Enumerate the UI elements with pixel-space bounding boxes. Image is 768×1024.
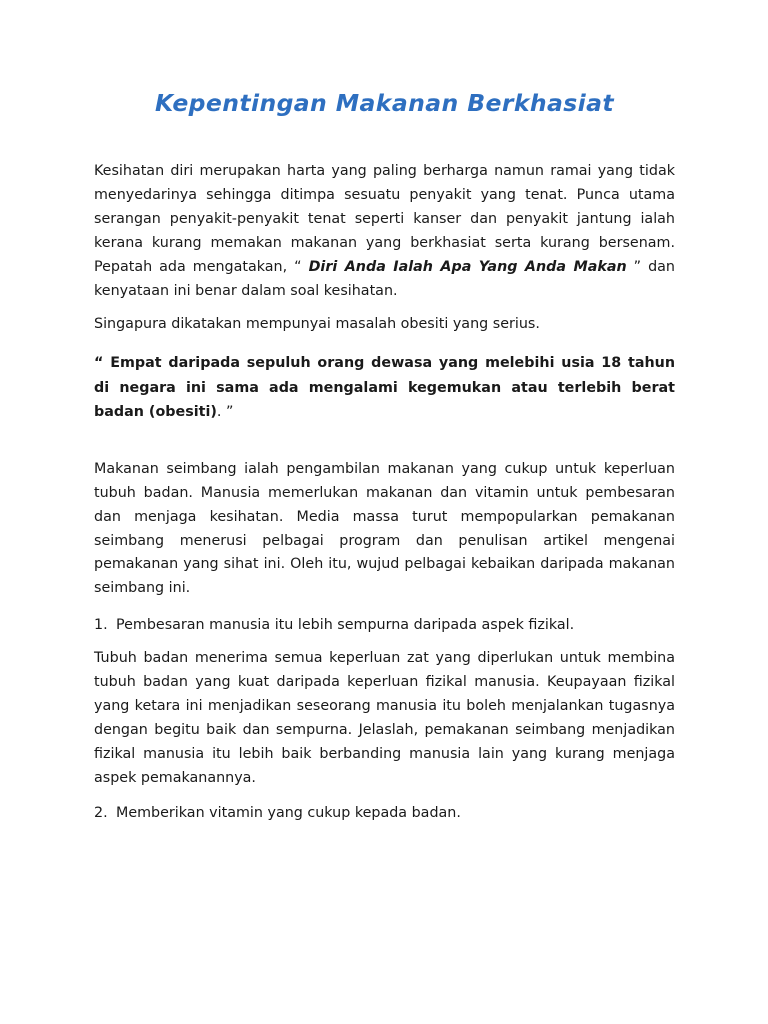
list-number: 1.: [94, 617, 108, 634]
paragraph-balanced-diet: Makanan seimbang ialah pengambilan makanan yang cukup untuk keperluan tubuh badan. Manusia memerlukan makanan dan vitamin untuk pembesaran dan menjaga kesihatan. Media massa turut mempopularkan pemakanan seimbang menerusi pelbagai program dan penulisan artikel mengenai pemakanan yang sihat ini. Oleh itu, wujud pelbagai kebaikan daripada makanan seimbang ini.: [94, 460, 675, 597]
paragraph-physical: Tubuh badan menerima semua keperluan zat yang diperlukan untuk membina tubuh badan yang kuat daripada keperluan fizikal manusia. Keupayaan fizikal yang ketara ini menjadikan seseorang manusia itu boleh menjalankan tugasnya dengan begitu baik dan sempurna. Jelaslah, pemakanan seimbang menjadikan fizikal manusia itu lebih baik berbanding manusia lain yang kurang menjaga aspek pemakanannya.: [94, 650, 675, 786]
paragraph-intro-text-after: dan kenyataan ini benar dalam soal kesihatan.: [94, 258, 675, 299]
statistic-quote: [94, 351, 675, 425]
quote-text: Empat daripada sepuluh orang dewasa yang melebihi usia 18 tahun di negara ini sama ada mengalami kegemukan atau terlebih berat badan (obesiti): [94, 355, 675, 421]
document-title: Kepentingan Makanan Berkhasiat: [155, 89, 614, 117]
close-quote-mark: ”: [626, 258, 642, 275]
open-quote-mark: “: [287, 258, 309, 275]
quote-close: . ”: [216, 404, 234, 421]
list-number: 2.: [94, 804, 108, 821]
quote-open: “: [94, 355, 111, 372]
paragraph-intro: [94, 160, 675, 303]
paragraph-obesity: Singapura dikatakan mempunyai masalah obesiti yang serius.: [94, 316, 540, 333]
list-item-text: Memberikan vitamin yang cukup kepada badan.: [116, 804, 461, 821]
document-page: [94, 86, 675, 825]
list-item-text: Pembesaran manusia itu lebih sempurna daripada aspek fizikal.: [116, 617, 575, 634]
paragraph-intro-text: Kesihatan diri merupakan harta yang paling berharga namun ramai yang tidak menyedarinya sehingga ditimpa sesuatu penyakit yang tenat. Punca utama serangan penyakit-penyakit tenat seperti kanser dan penyakit jantung ialah kerana kurang memakan makanan yang berkhasiat serta kurang bersenam. Pepatah ada mengatakan,: [94, 163, 675, 275]
proverb-emphasis: Diri Anda Ialah Apa Yang Anda Makan: [308, 258, 627, 275]
list-item-1: [94, 613, 675, 637]
list-item-2: [94, 801, 675, 825]
